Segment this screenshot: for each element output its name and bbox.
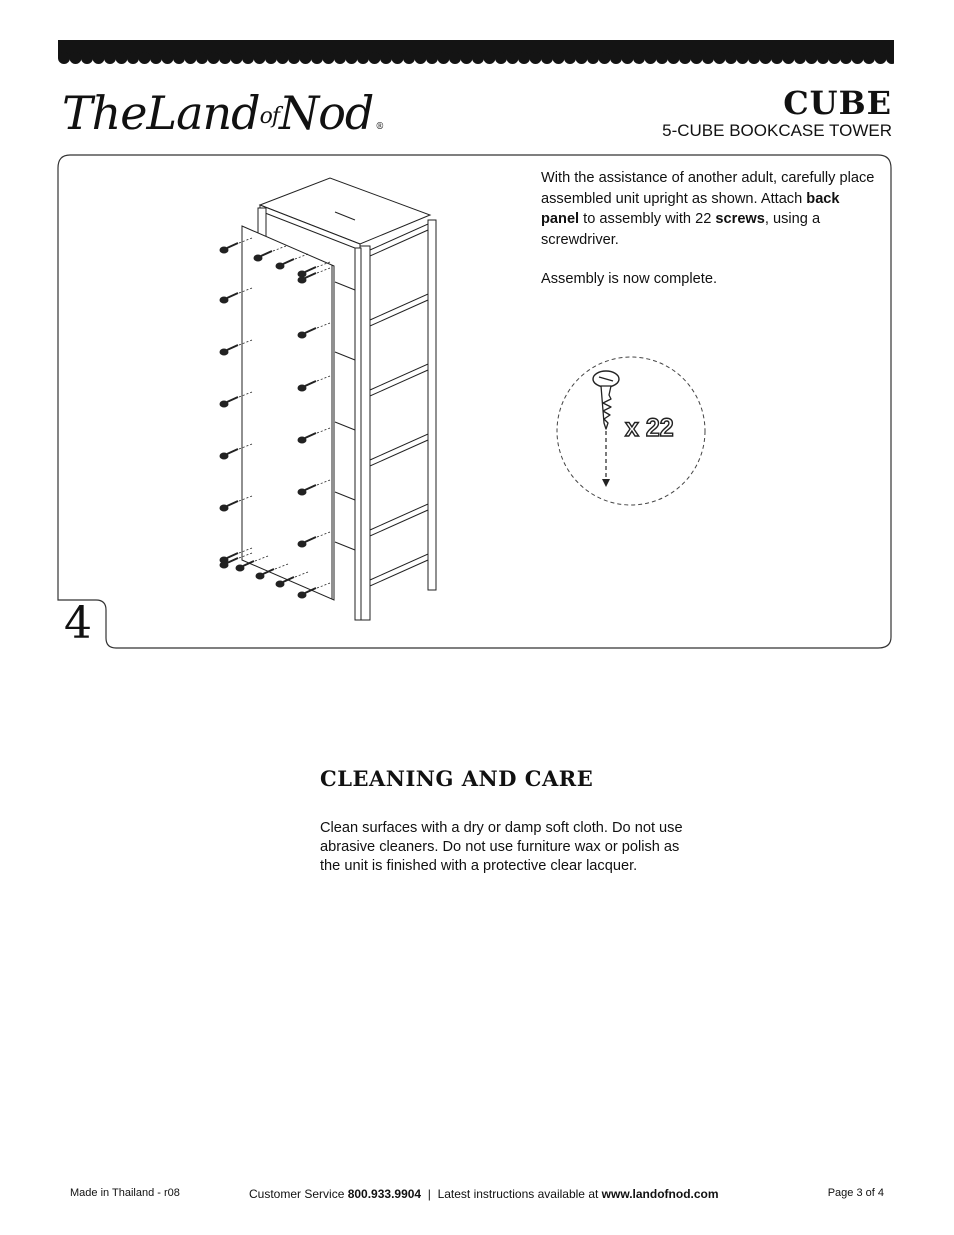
footer-customer-service: Customer Service 800.933.9904 | Latest instructions available at www.landofnod.com: [249, 1187, 719, 1201]
screw-quantity: x 22: [625, 414, 674, 442]
product-title: CUBE: [783, 84, 892, 122]
screw-callout: [555, 355, 707, 507]
brand-logo: TheLandofNod ®: [62, 86, 384, 140]
website-link[interactable]: www.landofnod.com: [601, 1187, 719, 1201]
screw-icon: [593, 371, 619, 487]
product-subtitle: 5-CUBE BOOKCASE TOWER: [662, 121, 892, 140]
completion-note: Assembly is now complete.: [541, 271, 718, 287]
bookcase-assembly-illustration: [210, 170, 450, 630]
instruction-paragraph: With the assistance of another adult, carefully place assembled unit upright as shown. Attach back panel to assembly with 22 screws, using a screwdriver.: [541, 170, 875, 248]
step-number: 4: [64, 598, 92, 649]
care-heading: CLEANING AND CARE: [320, 766, 594, 791]
scalloped-header-band: [58, 40, 894, 66]
care-text: Clean surfaces with a dry or damp soft cloth. Do not use abrasive cleaners. Do not use furniture wax or polish as the unit is finished with a protective clear lacquer.: [320, 820, 683, 874]
footer-page-number: Page 3 of 4: [827, 1187, 884, 1199]
step-instructions: [541, 168, 881, 309]
footer-made-in: Made in Thailand - r08: [70, 1187, 180, 1199]
